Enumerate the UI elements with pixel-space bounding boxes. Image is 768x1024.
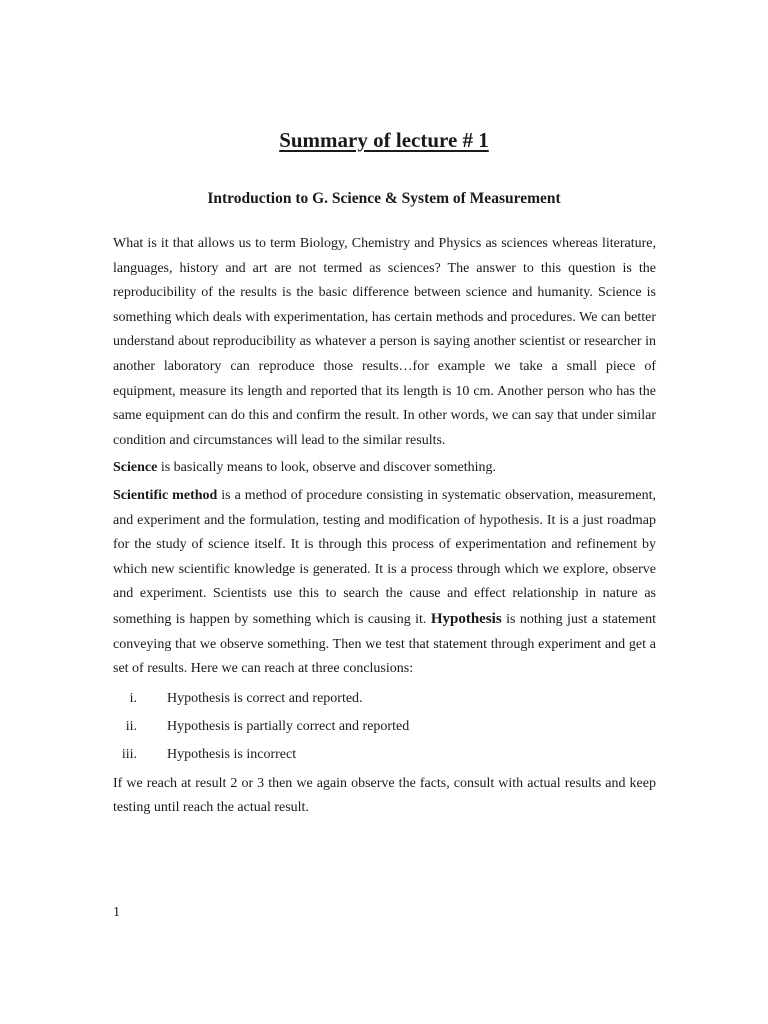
science-paragraph bbox=[113, 456, 656, 481]
conclusions-list bbox=[113, 685, 656, 769]
closing-paragraph: If we reach at result 2 or 3 then we again observe the facts, consult with actual results and keep testing until reach the actual result. bbox=[113, 775, 656, 816]
page-subtitle: Introduction to G. Science & System of Measurement bbox=[207, 190, 561, 207]
list-item-text: Hypothesis is correct and reported. bbox=[167, 690, 363, 706]
page-title: Summary of lecture # 1 bbox=[279, 128, 489, 152]
list-item bbox=[113, 741, 656, 769]
list-item-number: i. bbox=[129, 690, 137, 706]
scientific-method-paragraph bbox=[113, 484, 656, 682]
list-item bbox=[113, 713, 656, 741]
scientific-method-definition: is a method of procedure consisting in systematic observation, measurement, and experiment and the formulation, testing and modification of hypothesis. It is a just roadmap for the study of science itself. It is through this process of experimentation and refinement by which new scientific knowledge is generated. It is a process through which we explore, observe and experiment. Scientists use this to search the cause and effect relationship in nature as something is happen by something which is causing it. bbox=[113, 487, 657, 627]
science-term: Science bbox=[113, 460, 158, 476]
page-number: 1 bbox=[113, 905, 120, 920]
intro-paragraph: What is it that allows us to term Biology, Chemistry and Physics as sciences whereas literature, languages, history and art are not termed as sciences? The answer to this question is the reproducibility of the results is the basic difference between science and humanity. Science is something which deals with experimentation, has certain methods and procedures. We can better understand about reproducibility as whatever a person is saying another scientist or researcher in another laboratory can reproduce those results…for example we take a small piece of equipment, measure its length and reported that its length is 10 cm. Another person who has the same equipment can do this and confirm the result. In other words, we can say that under similar condition and circumstances will lead to the similar results. bbox=[113, 236, 656, 448]
hypothesis-term: Hypothesis bbox=[430, 610, 502, 627]
hypothesis-definition: is nothing just a statement conveying that we observe something. Then we test that statement through experiment and get a set of results. Here we can reach at three conclusions: bbox=[113, 611, 656, 677]
list-item-text: Hypothesis is partially correct and reported bbox=[167, 718, 410, 734]
list-item-text: Hypothesis is incorrect bbox=[167, 746, 297, 762]
list-item-number: ii. bbox=[125, 718, 137, 734]
science-definition: is basically means to look, observe and discover something. bbox=[157, 460, 496, 476]
list-item-number: iii. bbox=[121, 746, 137, 762]
document-body bbox=[113, 232, 656, 824]
scientific-method-term: Scientific method bbox=[113, 487, 218, 503]
list-item bbox=[113, 685, 656, 713]
